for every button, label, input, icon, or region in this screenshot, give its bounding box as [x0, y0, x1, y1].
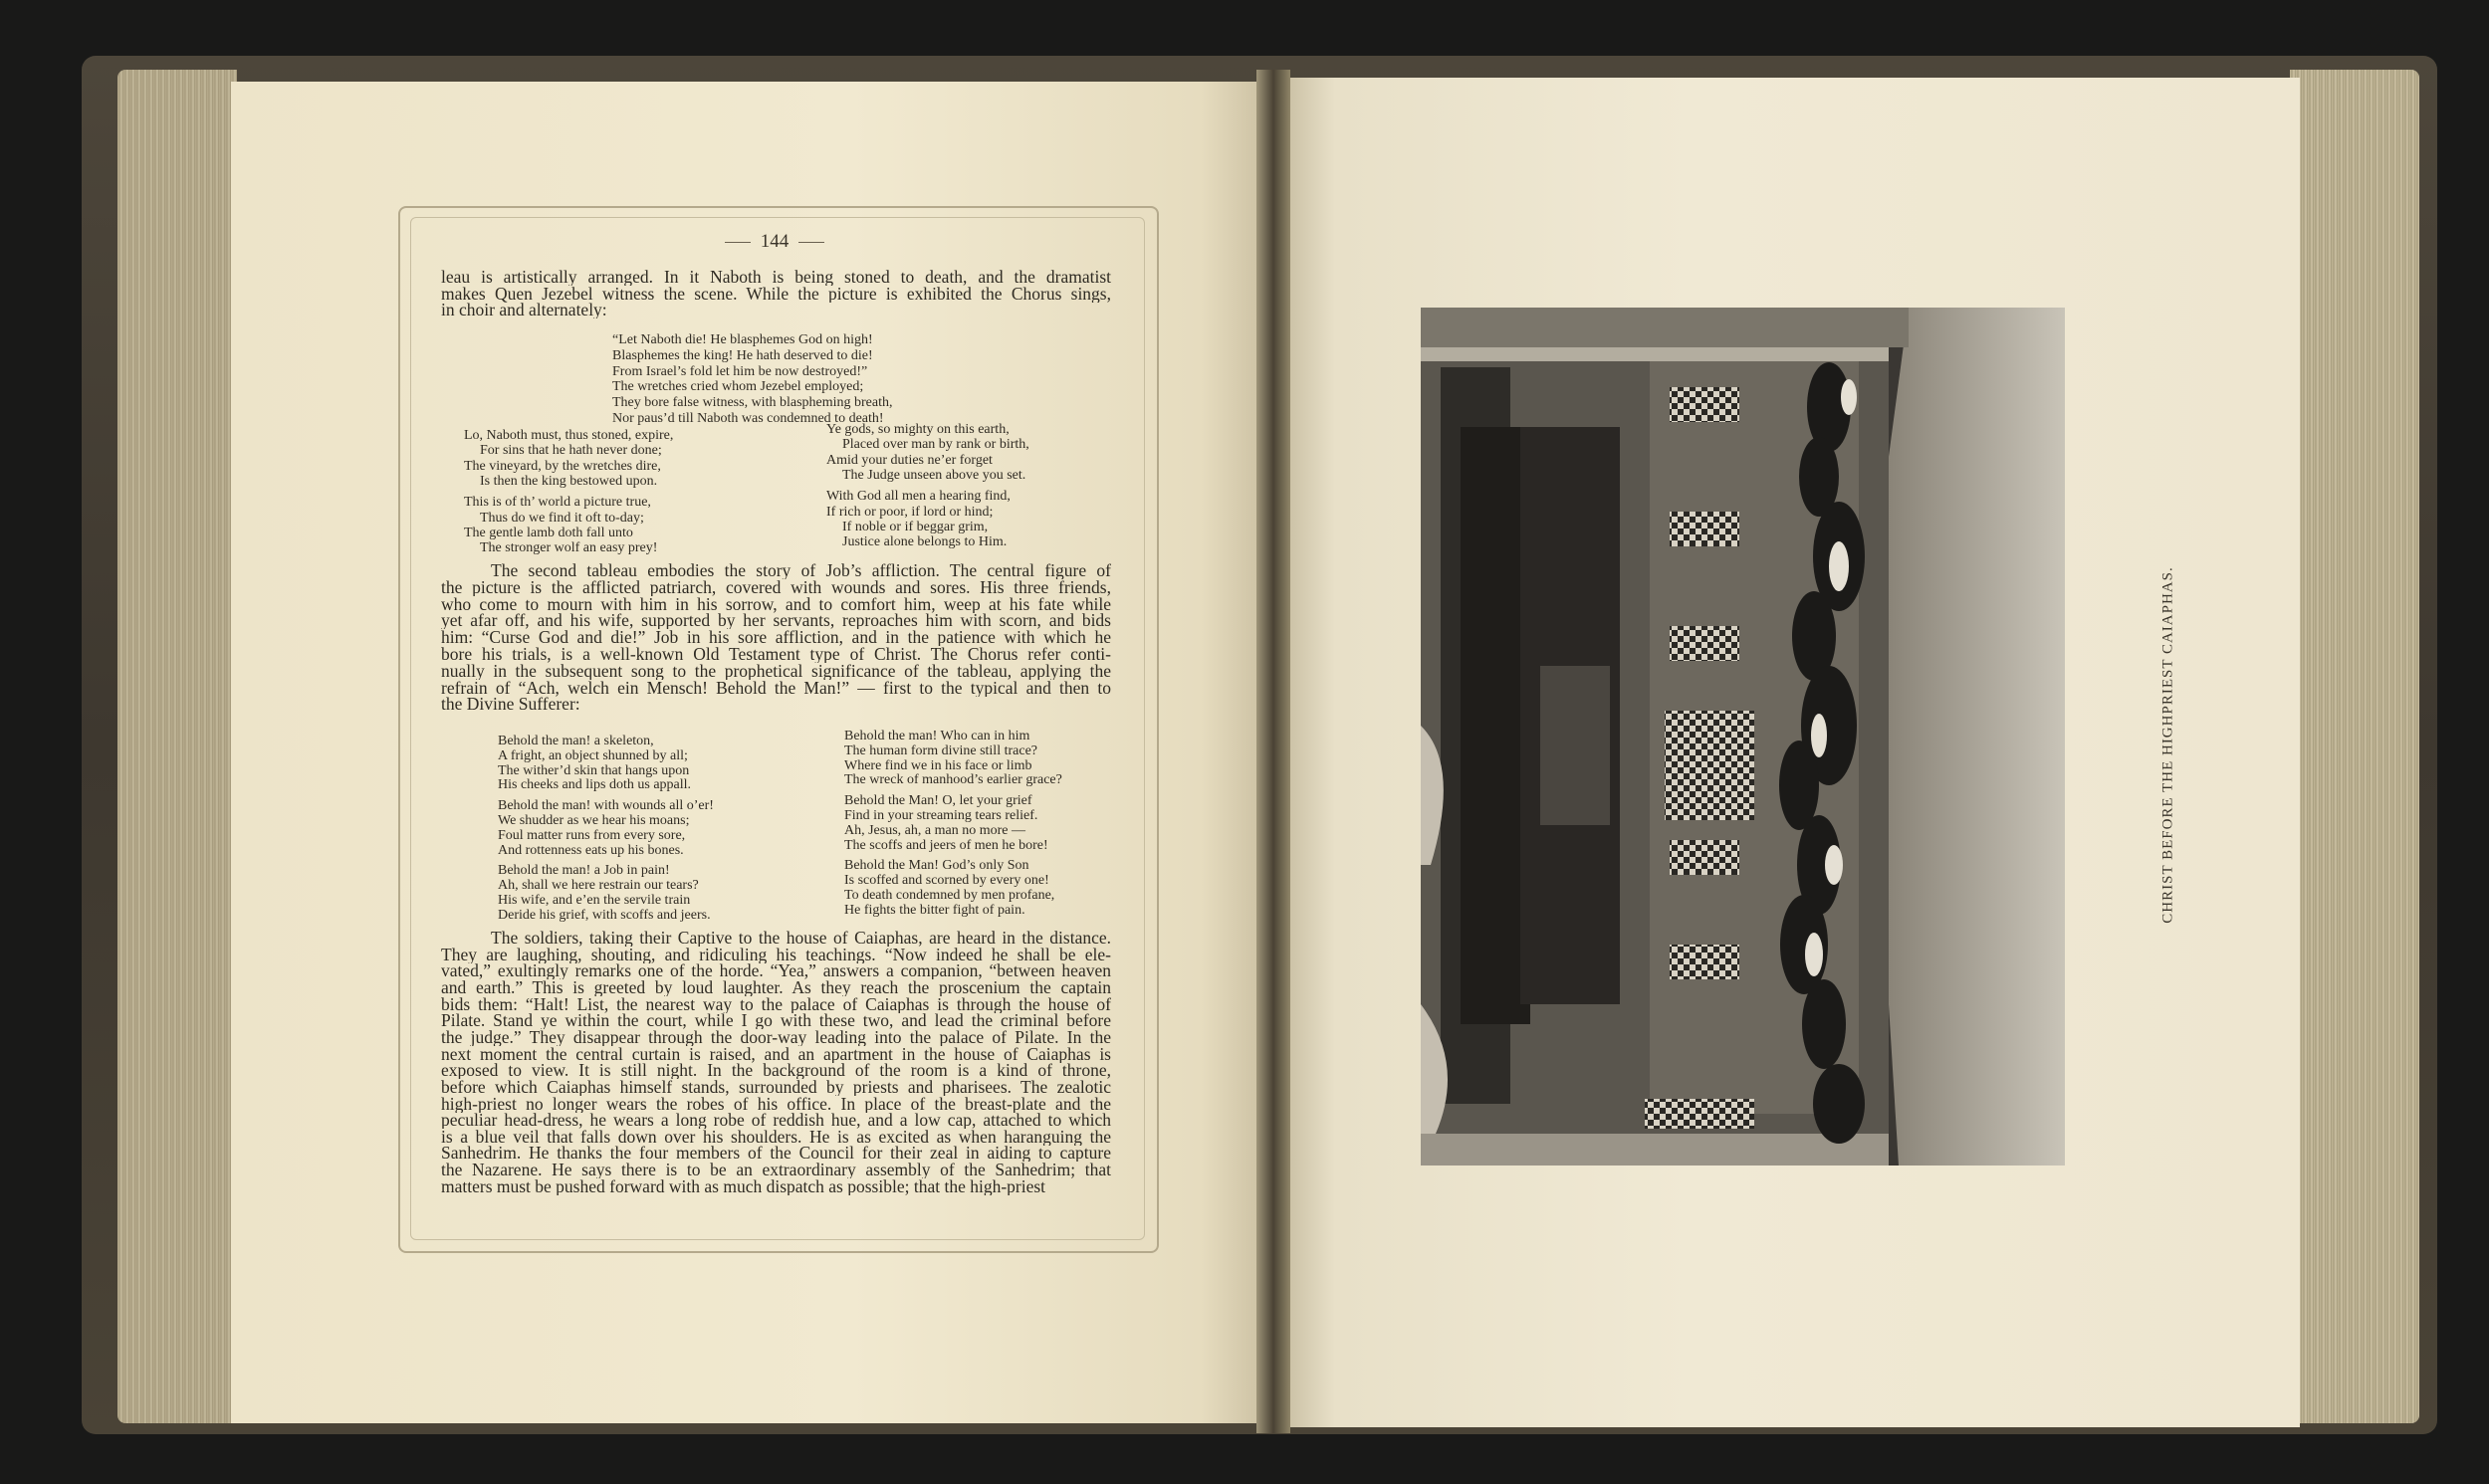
- verse-line: The vineyard, by the wretches dire,: [464, 458, 661, 474]
- verse-line: Foul matter runs from every sore,: [498, 827, 686, 843]
- plate-caption-text: CHRIST BEFORE THE HIGHPRIEST CAIAPHAS.: [2159, 566, 2176, 924]
- verse-line: Amid your duties ne’er forget: [826, 452, 993, 468]
- verse-line: Justice alone belongs to Him.: [842, 534, 1008, 550]
- paragraph-line: makes Quen Jezebel witness the scene. While the picture is exhibited the Chorus sings,: [441, 285, 1111, 303]
- paragraph-line: Pilate. Stand ye within the court, while I go with these two, and lead the criminal before: [441, 1012, 1111, 1030]
- paragraph-line: bids them: “Halt! List, the nearest way to the palace of Caiaphas is through the house of: [441, 995, 1111, 1013]
- verse-line: And rottenness eats up his bones.: [498, 842, 684, 858]
- verse-line: The human form divine still trace?: [844, 742, 1037, 758]
- paragraph-line: before which Caiaphas himself stands, surrounded by priests and pharisees. The zealotic: [441, 1078, 1111, 1096]
- stage-photograph: [1421, 308, 2065, 1166]
- paragraph-line: the judge.” They disappear through the door-way leading into the palace of Pilate. In the: [441, 1028, 1111, 1046]
- verse-line: The scoffs and jeers of men he bore!: [844, 837, 1048, 853]
- page-number: 144: [705, 231, 844, 253]
- paragraph-line: who come to mourn with him in his sorrow, and to comfort him, weep at his fate while: [441, 595, 1111, 613]
- paragraph-line: peculiar head-dress, he wears a long robe of reddish hue, and a low cap, attached to which: [441, 1112, 1111, 1130]
- verse-line: Where find we in his face or limb: [844, 757, 1032, 773]
- verse-line: Deride his grief, with scoffs and jeers.: [498, 907, 711, 923]
- paragraph-line: The soldiers, taking their Captive to the house of Caiaphas, are heard in the distance.: [491, 930, 1111, 947]
- verse-line: The stronger wolf an easy prey!: [480, 540, 658, 556]
- verse-line: The Judge unseen above you set.: [842, 467, 1026, 483]
- verse-line: Ah, Jesus, ah, a man no more —: [844, 822, 1025, 838]
- verse-line: We shudder as we hear his moans;: [498, 813, 690, 828]
- verse-line: The wreck of manhood’s earlier grace?: [844, 772, 1062, 788]
- verse-line: Behold the Man! O, let your grief: [844, 793, 1032, 809]
- verse-line: If rich or poor, if lord or hind;: [826, 504, 994, 520]
- verse-line: The wretches cried whom Jezebel employed;: [612, 379, 864, 395]
- verse-line: Behold the man! with wounds all o’er!: [498, 798, 714, 814]
- verse-line: Find in your streaming tears relief.: [844, 808, 1038, 823]
- verse-line: This is of th’ world a picture true,: [464, 495, 651, 511]
- verse-line: A fright, an object shunned by all;: [498, 747, 688, 763]
- verse-line: Placed over man by rank or birth,: [842, 437, 1029, 453]
- paragraph-line: Sanhedrim. He thanks the four members of the Council for their zeal in aiding to capture: [441, 1145, 1111, 1163]
- right-page-edges: [2290, 70, 2419, 1423]
- verse-line: To death condemned by men profane,: [844, 888, 1055, 903]
- paragraph-line: yet afar off, and his wife, supported by her servants, reproaches him with scorn, and bids: [441, 612, 1111, 630]
- paragraph-line: the Divine Sufferer:: [441, 696, 580, 714]
- paragraph-line: him: “Curse God and die!” Job in his sore affliction, and in the patience with which he: [441, 629, 1111, 647]
- verse-line: The wither’d skin that hangs upon: [498, 762, 690, 778]
- verse-line: “Let Naboth die! He blasphemes God on high!: [612, 332, 873, 347]
- verse-line: Behold the man! a skeleton,: [498, 734, 654, 748]
- paragraph-line: The second tableau embodies the story of Job’s affliction. The central figure of: [491, 562, 1111, 579]
- paragraph-line: is a blue veil that falls down over his shoulders. He is as excited as when haranguing the: [441, 1128, 1111, 1146]
- verse-line: Behold the Man! God’s only Son: [844, 858, 1029, 874]
- paragraph-line: and earth.” This is greeted by loud laughter. As they reach the proscenium the captain: [441, 978, 1111, 996]
- paragraph-line: the Nazarene. He says there is to be an extraordinary assembly of the Sanhedrim; that: [441, 1162, 1111, 1179]
- verse-line: If noble or if beggar grim,: [842, 519, 989, 534]
- paragraph-line: vated,” exultingly remarks one of the horde. “Yea,” answers a companion, “between heaven: [441, 962, 1111, 980]
- book-gutter: [1256, 70, 1290, 1433]
- verse-line: Thus do we find it oft to-day;: [480, 510, 644, 526]
- paragraph-line: the picture is the afflicted patriarch, covered with wounds and sores. His three friends,: [441, 578, 1111, 596]
- plate-caption: [2158, 557, 2178, 936]
- left-page-edges: [117, 70, 237, 1423]
- paragraph-line: bore his trials, is a well-known Old Testament type of Christ. The Chorus refer conti-: [441, 646, 1111, 663]
- verse-line: Behold the man! Who can in him: [844, 729, 1030, 743]
- verse-line: With God all men a hearing find,: [826, 489, 1011, 505]
- paragraph-line: nually in the subsequent song to the prophetical significance of the tableau, applying the: [441, 662, 1111, 680]
- paragraph-line: matters must be pushed forward with as much dispatch as possible; that the high-priest: [441, 1177, 1046, 1195]
- photograph-plate: [1421, 308, 2065, 1166]
- verse-line: Blasphemes the king! He hath deserved to die!: [612, 347, 873, 363]
- verse-line: Is then the king bestowed upon.: [480, 473, 658, 489]
- verse-line: His wife, and e’en the servile train: [498, 893, 691, 908]
- paragraph-line: They are laughing, shouting, and ridiculing his teachings. “Now indeed he shall be ele-: [441, 946, 1111, 963]
- verse-line: The gentle lamb doth fall unto: [464, 525, 633, 540]
- verse-line: He fights the bitter fight of pain.: [844, 902, 1025, 918]
- verse-line: For sins that he hath never done;: [480, 443, 662, 459]
- paragraph-line: in choir and alternately:: [441, 302, 607, 318]
- verse-line: They bore false witness, with blaspheming breath,: [612, 395, 893, 411]
- verse-line: Ye gods, so mighty on this earth,: [826, 422, 1010, 437]
- verse-line: Behold the man! a Job in pain!: [498, 863, 670, 879]
- verse-line: From Israel’s fold let him be now destroyed!”: [612, 363, 868, 379]
- verse-line: Ah, shall we here restrain our tears?: [498, 878, 699, 894]
- paragraph-line: exposed to view. It is still night. In the background of the room is a kind of throne,: [441, 1062, 1111, 1080]
- verse-line: Nor paus’d till Naboth was condemned to death!: [612, 411, 884, 426]
- paragraph-line: next moment the central curtain is raised, and an apartment in the house of Caiaphas is: [441, 1045, 1111, 1063]
- verse-line: His cheeks and lips doth us appall.: [498, 777, 692, 793]
- paragraph-line: high-priest no longer wears the robes of his office. In place of the breast-plate and the: [441, 1095, 1111, 1113]
- paragraph-line: leau is artistically arranged. In it Naboth is being stoned to death, and the dramatist: [441, 269, 1111, 286]
- paragraph-line: refrain of “Ach, welch ein Mensch! Behold the Man!” — first to the typical and then to: [441, 679, 1111, 697]
- verse-line: Is scoffed and scorned by every one!: [844, 873, 1049, 889]
- verse-line: Lo, Naboth must, thus stoned, expire,: [464, 428, 674, 443]
